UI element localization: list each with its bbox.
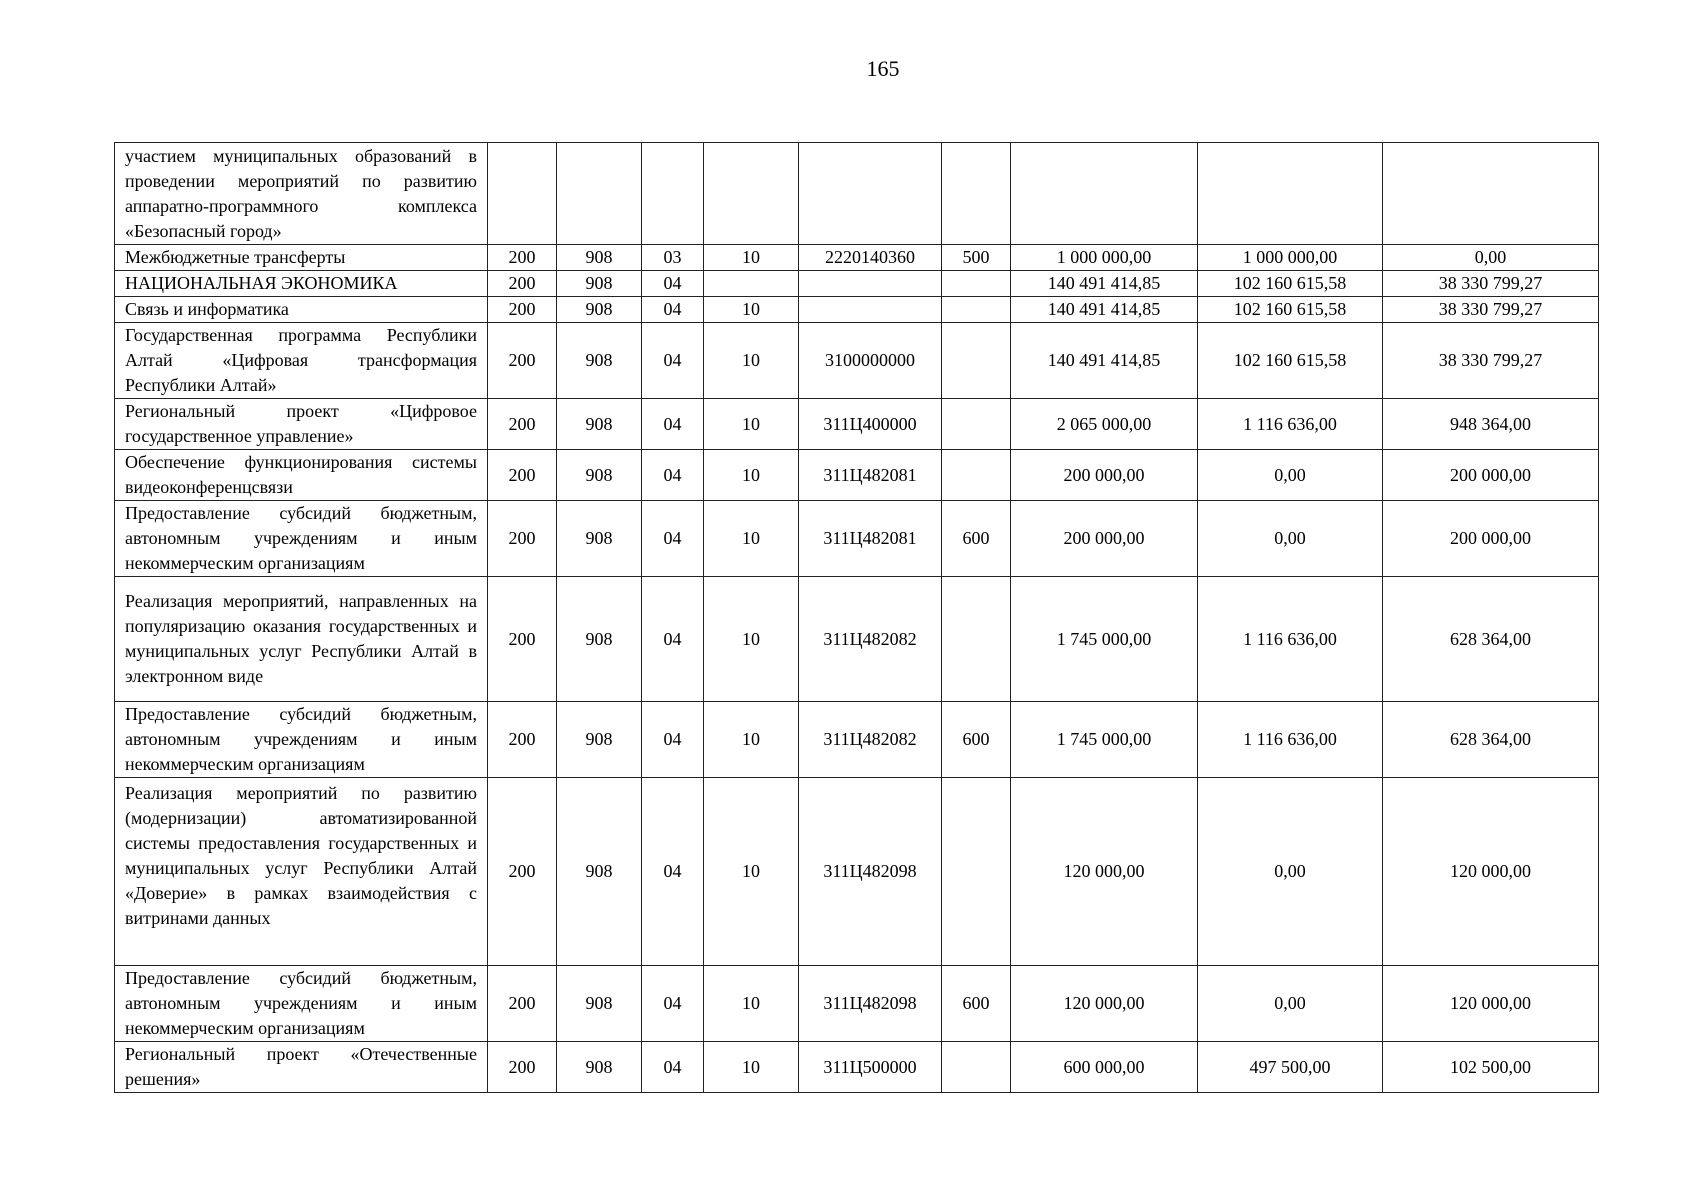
cell-code-1: 200: [488, 577, 557, 702]
cell-code-3: 04: [642, 501, 704, 577]
cell-value-2: 0,00: [1198, 778, 1383, 966]
cell-code-2: 908: [557, 399, 642, 450]
table-row: [115, 966, 1599, 1042]
cell-value-2: 1 000 000,00: [1198, 245, 1383, 271]
cell-value-2: 1 116 636,00: [1198, 399, 1383, 450]
cell-value-1: [1011, 143, 1198, 245]
cell-code-3: 04: [642, 702, 704, 778]
cell-value-1: 200 000,00: [1011, 450, 1198, 501]
cell-code-3: 04: [642, 323, 704, 399]
row-name: Предоставление субсидий бюджетным, автономным учреждениям и иным некоммерческим организациям: [115, 501, 488, 577]
cell-code-3: 04: [642, 577, 704, 702]
cell-value-1: 1 000 000,00: [1011, 245, 1198, 271]
cell-code-6: 600: [942, 702, 1011, 778]
cell-code-5: 311Ц482098: [799, 966, 942, 1042]
cell-value-2: 1 116 636,00: [1198, 702, 1383, 778]
cell-value-1: 600 000,00: [1011, 1042, 1198, 1093]
cell-value-1: 1 745 000,00: [1011, 577, 1198, 702]
cell-code-5: 311Ц400000: [799, 399, 942, 450]
cell-code-1: 200: [488, 245, 557, 271]
cell-code-6: [942, 271, 1011, 297]
cell-value-3: 628 364,00: [1383, 577, 1599, 702]
cell-code-5: 311Ц482098: [799, 778, 942, 966]
cell-code-5: 2220140360: [799, 245, 942, 271]
cell-code-6: [942, 399, 1011, 450]
row-name: участием муниципальных образований в проведении мероприятий по развитию аппаратно-программного комплекса «Безопасный город»: [115, 143, 488, 245]
row-name: Обеспечение функционирования системы видеоконференцсвязи: [115, 450, 488, 501]
cell-code-3: 04: [642, 966, 704, 1042]
cell-code-2: 908: [557, 271, 642, 297]
cell-code-4: 10: [704, 450, 799, 501]
cell-code-1: 200: [488, 297, 557, 323]
cell-value-2: [1198, 143, 1383, 245]
cell-value-3: 38 330 799,27: [1383, 323, 1599, 399]
cell-value-1: 140 491 414,85: [1011, 271, 1198, 297]
cell-code-2: 908: [557, 577, 642, 702]
cell-code-1: 200: [488, 399, 557, 450]
row-name: Предоставление субсидий бюджетным, автономным учреждениям и иным некоммерческим организациям: [115, 966, 488, 1042]
table-row: [115, 399, 1599, 450]
cell-code-5: [799, 297, 942, 323]
row-name: Связь и информатика: [115, 297, 488, 323]
cell-code-4: 10: [704, 577, 799, 702]
cell-code-5: 311Ц482082: [799, 577, 942, 702]
row-name: Предоставление субсидий бюджетным, автономным учреждениям и иным некоммерческим организациям: [115, 702, 488, 778]
cell-code-1: 200: [488, 778, 557, 966]
cell-code-4: 10: [704, 501, 799, 577]
cell-value-3: 200 000,00: [1383, 501, 1599, 577]
cell-code-6: 600: [942, 501, 1011, 577]
cell-code-4: 10: [704, 1042, 799, 1093]
cell-value-2: 0,00: [1198, 501, 1383, 577]
cell-code-5: 311Ц482082: [799, 702, 942, 778]
cell-code-2: [557, 143, 642, 245]
cell-value-3: 120 000,00: [1383, 778, 1599, 966]
cell-code-2: 908: [557, 966, 642, 1042]
cell-code-1: 200: [488, 323, 557, 399]
row-name: Региональный проект «Отечественные решения»: [115, 1042, 488, 1093]
row-name: Реализация мероприятий, направленных на популяризацию оказания государственных и муниципальных услуг Республики Алтай в электронном виде: [115, 577, 488, 702]
row-name: Государственная программа Республики Алтай «Цифровая трансформация Республики Алтай»: [115, 323, 488, 399]
cell-code-1: 200: [488, 501, 557, 577]
cell-code-5: 311Ц500000: [799, 1042, 942, 1093]
cell-code-4: 10: [704, 323, 799, 399]
cell-code-1: 200: [488, 1042, 557, 1093]
table-row: [115, 1042, 1599, 1093]
cell-code-6: 500: [942, 245, 1011, 271]
page-number: 165: [866, 56, 900, 81]
cell-value-1: 120 000,00: [1011, 778, 1198, 966]
cell-code-3: 04: [642, 399, 704, 450]
cell-value-2: 0,00: [1198, 450, 1383, 501]
cell-code-3: 04: [642, 778, 704, 966]
cell-code-6: [942, 450, 1011, 501]
cell-value-2: 497 500,00: [1198, 1042, 1383, 1093]
cell-code-2: 908: [557, 323, 642, 399]
table-row: [115, 702, 1599, 778]
cell-code-6: [942, 577, 1011, 702]
cell-value-3: 38 330 799,27: [1383, 271, 1599, 297]
table-row: [115, 245, 1599, 271]
cell-code-2: 908: [557, 1042, 642, 1093]
cell-value-3: 628 364,00: [1383, 702, 1599, 778]
cell-code-4: [704, 143, 799, 245]
cell-code-5: 3100000000: [799, 323, 942, 399]
cell-code-4: 10: [704, 702, 799, 778]
cell-value-2: 0,00: [1198, 966, 1383, 1042]
cell-value-3: 0,00: [1383, 245, 1599, 271]
cell-value-3: [1383, 143, 1599, 245]
cell-code-2: 908: [557, 297, 642, 323]
cell-code-1: 200: [488, 966, 557, 1042]
budget-table: [114, 142, 1599, 1093]
cell-value-3: 200 000,00: [1383, 450, 1599, 501]
table-row: [115, 143, 1599, 245]
table-row: [115, 271, 1599, 297]
cell-value-1: 140 491 414,85: [1011, 323, 1198, 399]
table-row: [115, 323, 1599, 399]
cell-code-3: 04: [642, 271, 704, 297]
cell-value-1: 200 000,00: [1011, 501, 1198, 577]
cell-code-3: 03: [642, 245, 704, 271]
cell-code-3: 04: [642, 297, 704, 323]
row-name: НАЦИОНАЛЬНАЯ ЭКОНОМИКА: [115, 271, 488, 297]
cell-code-1: 200: [488, 702, 557, 778]
cell-code-6: [942, 297, 1011, 323]
cell-code-6: [942, 1042, 1011, 1093]
cell-code-1: 200: [488, 450, 557, 501]
cell-code-2: 908: [557, 778, 642, 966]
cell-code-4: [704, 271, 799, 297]
cell-value-2: 102 160 615,58: [1198, 323, 1383, 399]
cell-code-5: 311Ц482081: [799, 450, 942, 501]
cell-code-1: [488, 143, 557, 245]
cell-value-3: 38 330 799,27: [1383, 297, 1599, 323]
cell-value-1: 1 745 000,00: [1011, 702, 1198, 778]
table-row: [115, 778, 1599, 966]
cell-code-3: 04: [642, 450, 704, 501]
cell-code-6: [942, 143, 1011, 245]
row-name: Межбюджетные трансферты: [115, 245, 488, 271]
cell-code-3: 04: [642, 1042, 704, 1093]
row-name: Региональный проект «Цифровое государственное управление»: [115, 399, 488, 450]
cell-code-4: 10: [704, 778, 799, 966]
cell-code-3: [642, 143, 704, 245]
cell-value-3: 102 500,00: [1383, 1042, 1599, 1093]
cell-value-3: 948 364,00: [1383, 399, 1599, 450]
cell-code-2: 908: [557, 245, 642, 271]
cell-code-5: 311Ц482081: [799, 501, 942, 577]
cell-value-3: 120 000,00: [1383, 966, 1599, 1042]
cell-code-4: 10: [704, 245, 799, 271]
cell-code-4: 10: [704, 966, 799, 1042]
cell-value-2: 1 116 636,00: [1198, 577, 1383, 702]
row-name: Реализация мероприятий по развитию (модернизации) автоматизированной системы предоставления государственных и муниципальных услуг Республики Алтай «Доверие» в рамках взаимодействия с витринами данных: [115, 778, 488, 966]
cell-value-2: 102 160 615,58: [1198, 271, 1383, 297]
table-row: [115, 577, 1599, 702]
cell-code-5: [799, 143, 942, 245]
cell-code-5: [799, 271, 942, 297]
cell-value-1: 2 065 000,00: [1011, 399, 1198, 450]
cell-code-6: [942, 323, 1011, 399]
cell-value-1: 140 491 414,85: [1011, 297, 1198, 323]
cell-code-2: 908: [557, 450, 642, 501]
table-row: [115, 501, 1599, 577]
cell-code-4: 10: [704, 297, 799, 323]
cell-value-1: 120 000,00: [1011, 966, 1198, 1042]
cell-code-6: [942, 778, 1011, 966]
cell-code-1: 200: [488, 271, 557, 297]
table-row: [115, 450, 1599, 501]
cell-code-2: 908: [557, 702, 642, 778]
table-row: [115, 297, 1599, 323]
cell-code-6: 600: [942, 966, 1011, 1042]
cell-value-2: 102 160 615,58: [1198, 297, 1383, 323]
cell-code-2: 908: [557, 501, 642, 577]
cell-code-4: 10: [704, 399, 799, 450]
